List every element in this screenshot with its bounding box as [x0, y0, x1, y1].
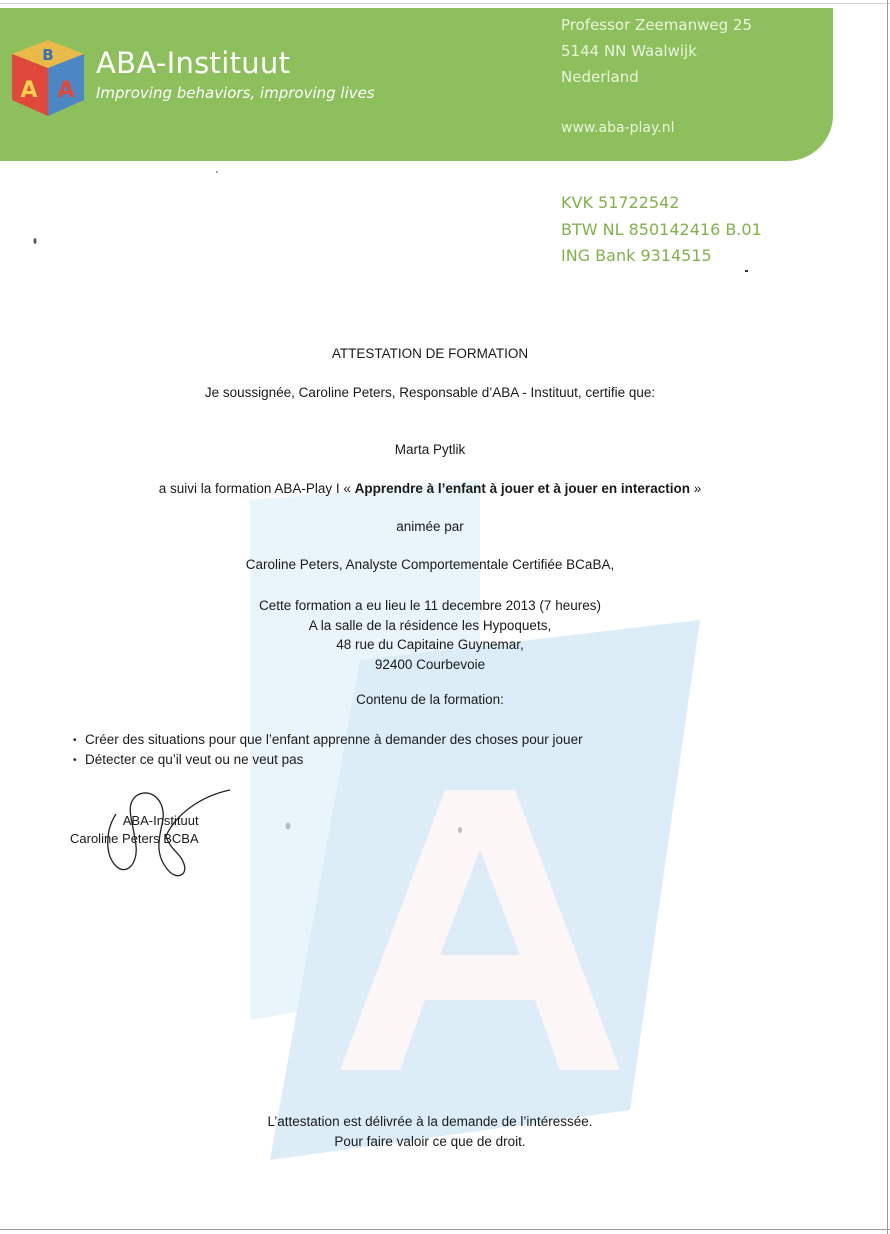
address-line: Professor Zeemanweg 25 — [561, 16, 752, 34]
course-title: Apprendre à l’enfant à jouer et à jouer en interaction — [354, 481, 690, 496]
speck — [34, 238, 37, 244]
bank-number: ING Bank 9314515 — [561, 246, 712, 265]
content-title: Contenu de la formation: — [356, 692, 504, 707]
closing-line: Pour faire valoir ce que de droit. — [334, 1134, 526, 1149]
address-line: 5144 NN Waalwijk — [561, 42, 697, 60]
btw-number: BTW NL 850142416 B.01 — [561, 219, 762, 239]
course-suffix: » — [689, 481, 702, 496]
address-line: Nederland — [561, 68, 639, 86]
closing-line: L’attestation est délivrée à la demande de l’intéressée. — [267, 1114, 593, 1129]
signature-name: Caroline Peters BCBA — [70, 831, 199, 846]
list-item: • Créer des situations pour que l’enfant apprenne à demander des choses pour jouer — [73, 730, 583, 750]
logo-letter-left: A — [20, 78, 38, 103]
detail-line: 92400 Courbevoie — [374, 656, 486, 672]
animee-par: animée par — [396, 519, 464, 534]
brand-name: ABA-Instituut — [96, 46, 291, 80]
certificate-title: ATTESTATION DE FORMATION — [331, 346, 529, 361]
website-link[interactable]: www.aba-play.nl — [561, 120, 675, 136]
speck — [745, 270, 748, 272]
detail-line: Cette formation a eu lieu le 11 decembre 2013 (7 heures) — [259, 598, 601, 613]
detail-line: A la salle de la résidence les Hypoquets, — [308, 617, 552, 633]
trainer-line: Caroline Peters, Analyste Comportementale Certifiée BCaBA, — [245, 557, 615, 572]
logo-letter-right: A — [57, 78, 75, 103]
list-item: • Détecter ce qu’il veut ou ne veut pas — [73, 750, 583, 770]
logo-letter-top: B — [42, 46, 54, 64]
speck — [458, 827, 462, 833]
detail-line: 48 rue du Capitaine Guynemar, — [336, 637, 524, 652]
bullet-icon: • — [73, 755, 77, 766]
bullet-icon: • — [73, 735, 77, 746]
certificate-intro: Je soussignée, Caroline Peters, Responsable d’ABA - Instituut, certifie que: — [204, 385, 656, 400]
speck — [286, 823, 291, 830]
signature-org: ABA-Instituut — [122, 813, 199, 828]
speck — [216, 171, 218, 173]
kvk-number: KVK 51722542 — [561, 193, 680, 212]
course-prefix: a suivi la formation ABA-Play I « — [158, 481, 355, 496]
student-name: Marta Pytlik — [394, 442, 466, 457]
brand-tagline: Improving behaviors, improving lives — [96, 84, 375, 102]
